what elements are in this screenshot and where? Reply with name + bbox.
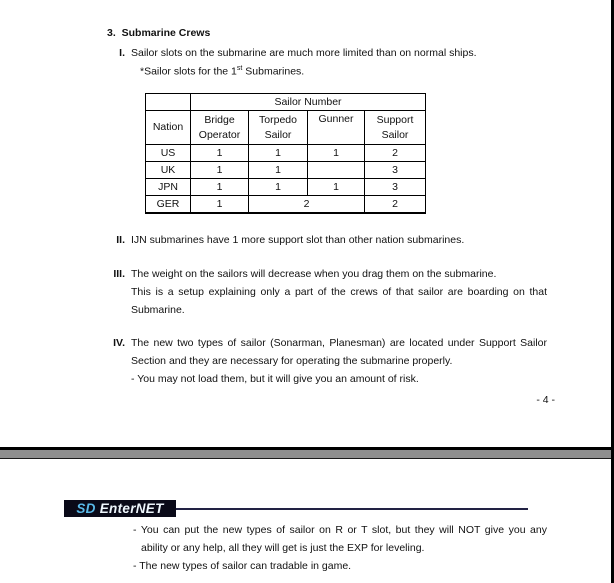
- item-3-text-line1: The weight on the sailors will decrease when you drag them on the submarine.: [131, 268, 497, 280]
- section-heading: [107, 26, 210, 40]
- item-4-numeral: IV.: [113, 337, 125, 349]
- page-break-bottom-line: [0, 458, 614, 459]
- value-cell: 1: [249, 162, 308, 179]
- page2-text-line1: - You can put the new types of sailor on R or T slot, but they will NOT give you any: [133, 524, 547, 536]
- value-cell: 1: [191, 162, 249, 179]
- value-cell: [308, 162, 365, 179]
- item-2-numeral: II.: [116, 234, 125, 246]
- item-1-note: [140, 62, 304, 79]
- col-header-nation: Nation: [146, 111, 191, 145]
- col-header-support-sailor: [365, 111, 426, 145]
- section-number: 3.: [107, 27, 116, 39]
- item-4-text-line1: The new two types of sailor (Sonarman, Planesman) are located under Support Sailor: [131, 337, 547, 349]
- section-title: Submarine Crews: [121, 27, 211, 39]
- note-superscript: st: [236, 65, 243, 72]
- header-line1: Bridge: [204, 113, 235, 126]
- page-break-gray-bar: [0, 450, 614, 458]
- nation-cell: GER: [146, 196, 191, 213]
- value-cell: 1: [249, 145, 308, 162]
- logo-sd-text: SD: [76, 501, 96, 516]
- nation-cell: UK: [146, 162, 191, 179]
- logo-enternet-text: EnterNET: [99, 501, 164, 516]
- nation-cell: JPN: [146, 179, 191, 196]
- item-3-text-line3: Submarine.: [131, 304, 185, 316]
- page-number: - 4 -: [536, 394, 555, 406]
- header-line1: Torpedo: [259, 113, 297, 126]
- header-line2: Sailor: [264, 128, 292, 141]
- page2-text-line3: - The new types of sailor can tradable in game.: [133, 560, 352, 572]
- item-1-text: Sailor slots on the submarine are much more limited than on normal ships.: [131, 47, 477, 59]
- header-line2: Sailor: [381, 128, 409, 141]
- value-cell: 1: [191, 196, 249, 213]
- item-1-numeral: I.: [119, 47, 125, 59]
- col-header-gunner: [308, 111, 365, 145]
- page2-text-line2: ability or any help, all they will get is just the EXP for leveling.: [141, 542, 425, 554]
- value-cell: 1: [308, 179, 365, 196]
- note-suffix: Submarines.: [242, 65, 305, 78]
- nation-cell: US: [146, 145, 191, 162]
- value-cell: 3: [365, 179, 426, 196]
- table-title-cell: Sailor Number: [191, 94, 426, 111]
- value-cell: 2: [365, 145, 426, 162]
- item-2-text: IJN submarines have 1 more support slot than other nation submarines.: [131, 234, 465, 246]
- item-3-numeral: III.: [113, 268, 125, 280]
- value-cell: 3: [365, 162, 426, 179]
- table-row-uk: [146, 162, 426, 179]
- item-4-text-line3: - You may not load them, but it will give you an amount of risk.: [131, 373, 419, 385]
- value-cell: 1: [308, 145, 365, 162]
- header-line1: Support: [376, 113, 414, 126]
- header-line2: Operator: [198, 128, 241, 141]
- table-row-us: [146, 145, 426, 162]
- table-row-jpn: [146, 179, 426, 196]
- col-header-torpedo-sailor: [249, 111, 308, 145]
- value-cell: 1: [191, 179, 249, 196]
- value-cell: 1: [191, 145, 249, 162]
- table-corner-cell: [146, 94, 191, 111]
- header-line1: Gunner: [318, 113, 354, 125]
- value-cell: 2: [365, 196, 426, 213]
- item-3-text-line2: This is a setup explaining only a part of the crews of that sailor are boarding on that: [131, 286, 547, 298]
- value-cell: 1: [249, 179, 308, 196]
- sd-enternet-logo: [64, 500, 176, 517]
- note-prefix: *Sailor slots for the 1: [140, 65, 237, 78]
- table-row-ger: [146, 196, 426, 213]
- item-4-text-line2: Section and they are necessary for operating the submarine properly.: [131, 355, 453, 367]
- merged-value-cell: 2: [249, 196, 365, 213]
- col-header-bridge-operator: [191, 111, 249, 145]
- crew-table: [145, 93, 426, 214]
